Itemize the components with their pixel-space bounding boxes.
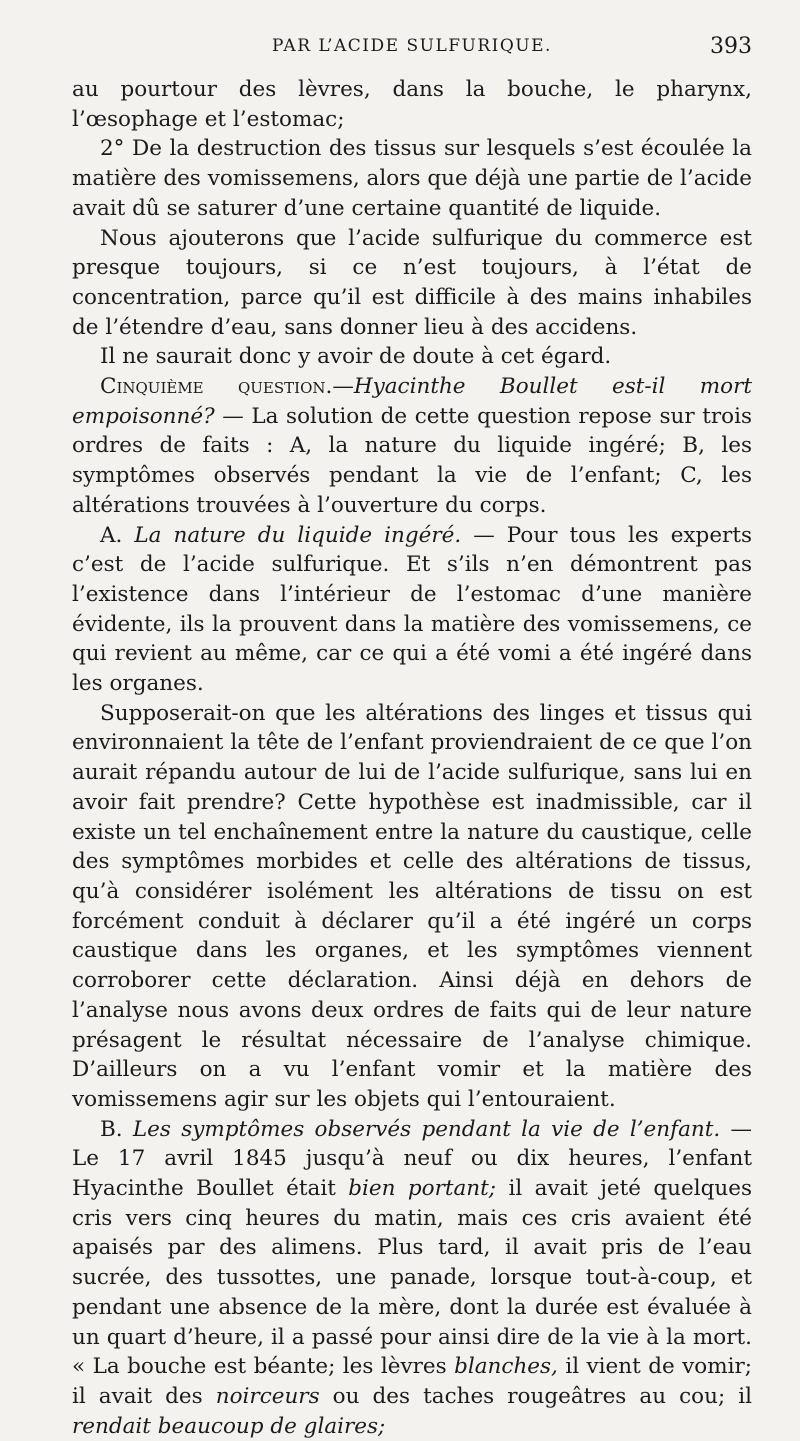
paragraph-8-text-2: il avait jeté quelques cris vers cinq heures du matin, mais ces cris avaient été apaisés par des alimens. Plus tard, il avait pris de l’eau sucrée, des tussottes, une panade, lorsque tout-à-coup, et pendant une absence de la mère, dont la durée est évaluée à un quart d’heure, il a passé pour ainsi dire de la vie à la mort. « La bouche est béante; les lèvres — [72, 1176, 752, 1380]
paragraph-8-text-4: ou des taches rougeâtres au cou; il — [319, 1383, 752, 1409]
subsection-title-b: Les symptômes observés pendant la vie de l’enfant. — [132, 1116, 721, 1142]
paragraph-5-text: — La solution de cette question repose sur trois ordres de faits : A, la nature du liquide ingéré; B, les symptômes observés pendant la vie de l’enfant; C, les altérations trouvées à l’ouverture du corps. — [72, 403, 752, 518]
paragraph-8-text-1: — Le 17 avril 1845 jusqu’à neuf ou dix heures, l’enfant Hyacinthe Boullet était — [72, 1116, 752, 1202]
paragraph-8 — [72, 1115, 752, 1441]
subsection-letter-a: A. — [100, 522, 135, 548]
paragraph-8-italic-2: blanches, — [454, 1354, 558, 1380]
paragraph-8-italic-1: bien portant; — [348, 1176, 497, 1202]
paragraph-4: Il ne saurait donc y avoir de doute à cet égard. — [100, 344, 612, 370]
paragraph-8-italic-3: noirceurs — [215, 1383, 320, 1409]
paragraph-1: au pourtour des lèvres, dans la bouche, le pharynx, l’œsophage et l’estomac; — [72, 77, 752, 132]
section-question: Hyacinthe Boullet est-il mort empoisonné? — [72, 374, 752, 429]
subsection-title-a: La nature du liquide ingéré. — [134, 522, 462, 548]
paragraph-7: Supposerait-on que les altérations des linges et tissus qui environnaient la tête de l’enfant proviendraient de ce que l’on aurait répandu autour de lui de l’acide sulfurique, sans lui en avoir fait prendre? Cette hypothèse est inadmissible, car il existe un tel enchaînement entre la nature du caustique, celle des symptômes morbides et celle des altérations de tissus, qu’à considérer isolément les altérations de tissu on est forcément conduit à déclarer qu’il a été ingéré un corps caustique dans les organes, et les symptômes viennent corroborer cette déclaration. Ainsi déjà en dehors de l’analyse nous avons deux ordres de faits qui de leur nature présagent le résultat nécessaire de l’analyse chimique. D’ailleurs on a vu l’enfant vomir et la matière des vomissemens agir sur les objets qui l’entouraient. — [72, 700, 752, 1112]
running-head: PAR L’ACIDE SULFURIQUE. — [272, 36, 552, 56]
section-dash: — — [332, 374, 354, 400]
paragraph-6-text: — Pour tous les experts c’est de l’acide sulfurique. Et s’ils n’en démontrent pas l’existence dans l’intérieur de l’estomac d’une manière évidente, ils la prouvent dans la matière des vomissemens, ce qui revient au même, car ce qui a été vomi a été ingéré dans les organes. — [72, 522, 752, 697]
body-text — [72, 75, 752, 1441]
subsection-letter-b: B. — [100, 1116, 133, 1142]
section-label: Cinquième question. — [100, 374, 333, 400]
paragraph-2: 2° De la destruction des tissus sur lesquels s’est écoulée la matière des vomissemens, alors que déjà une partie de l’acide avait dû se saturer d’une certaine quantité de liquide. — [72, 136, 752, 221]
paragraph-5 — [72, 372, 752, 521]
page-number: 393 — [710, 34, 752, 59]
paragraph-8-italic-4: rendait beaucoup de glaires; — [72, 1413, 386, 1439]
paragraph-3: Nous ajouterons que l’acide sulfurique du commerce est presque toujours, si ce n’est toujours, à l’état de concentration, parce qu’il est difficile à des mains inhabiles de l’étendre d’eau, sans donner lieu à des accidens. — [72, 225, 752, 340]
paragraph-6 — [72, 521, 752, 699]
paragraph-8-text-3: il vient de vomir; il avait des — [72, 1354, 753, 1409]
page-header — [72, 36, 752, 72]
